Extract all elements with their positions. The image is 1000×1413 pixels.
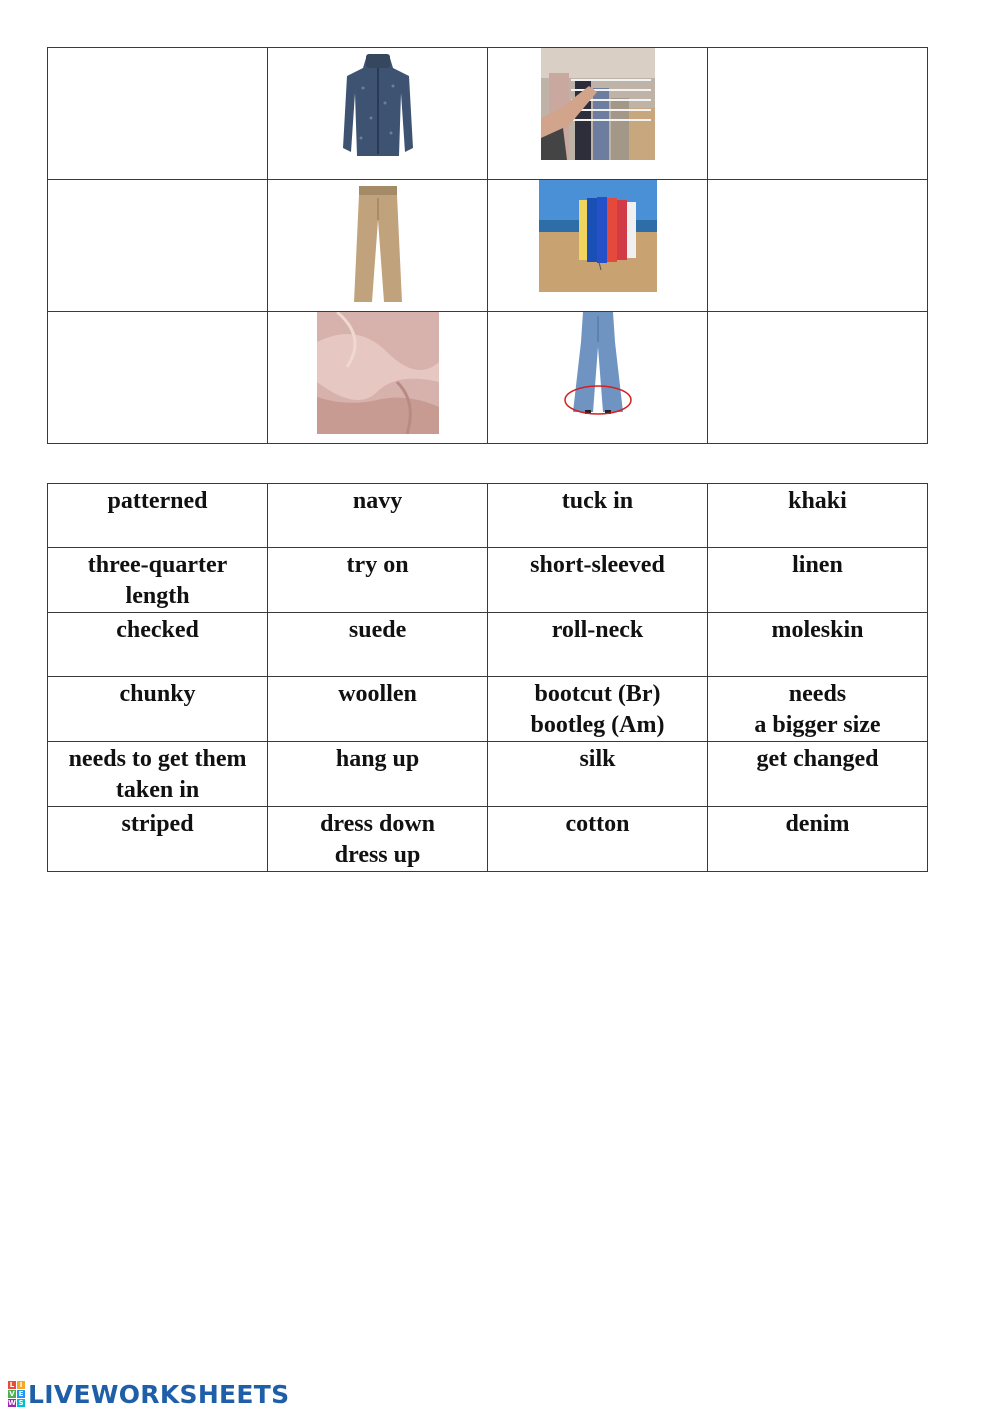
- liveworksheets-logo[interactable]: [8, 1379, 290, 1409]
- word-card[interactable]: woollen: [268, 677, 488, 742]
- picture-cell: [488, 48, 708, 180]
- word-card[interactable]: cotton: [488, 807, 708, 872]
- word-card[interactable]: three-quarter length: [48, 548, 268, 613]
- picture-cell: [268, 312, 488, 444]
- logo-blocks-icon: L I V E W S: [8, 1381, 24, 1407]
- bootcut-jeans-image: [561, 312, 635, 416]
- word-row: [48, 484, 928, 548]
- navy-jumper-image: [333, 48, 423, 163]
- khaki-trousers-image: [312, 180, 444, 306]
- word-card[interactable]: denim: [707, 807, 927, 872]
- word-card[interactable]: suede: [268, 613, 488, 677]
- silk-fabric-image: [317, 312, 439, 434]
- word-row: [48, 677, 928, 742]
- answer-cell: [708, 48, 928, 180]
- word-card[interactable]: short-sleeved: [488, 548, 708, 613]
- answer-cell: [48, 312, 268, 444]
- word-card[interactable]: chunky: [48, 677, 268, 742]
- word-card[interactable]: dress down dress up: [268, 807, 488, 872]
- word-card[interactable]: try on: [268, 548, 488, 613]
- beach-changing-tent-image: [539, 180, 657, 292]
- word-card[interactable]: needs a bigger size: [707, 677, 927, 742]
- word-card[interactable]: patterned: [48, 484, 268, 548]
- word-card[interactable]: navy: [268, 484, 488, 548]
- word-card[interactable]: bootcut (Br) bootleg (Am): [488, 677, 708, 742]
- answer-cell: [48, 48, 268, 180]
- word-card[interactable]: needs to get them taken in: [48, 742, 268, 807]
- word-row: [48, 807, 928, 872]
- picture-cell: [268, 180, 488, 312]
- answer-cell: [708, 312, 928, 444]
- picture-cell: [268, 48, 488, 180]
- answer-cell: [708, 180, 928, 312]
- word-card[interactable]: linen: [707, 548, 927, 613]
- hang-up-trousers-image: [541, 48, 655, 160]
- brand-name: LIVEWORKSHEETS: [28, 1379, 290, 1409]
- answer-cell: [48, 180, 268, 312]
- picture-row: [48, 312, 928, 444]
- word-card[interactable]: checked: [48, 613, 268, 677]
- word-card[interactable]: khaki: [707, 484, 927, 548]
- picture-row: [48, 180, 928, 312]
- word-card[interactable]: roll-neck: [488, 613, 708, 677]
- word-row: [48, 548, 928, 613]
- picture-cell: [488, 180, 708, 312]
- word-card[interactable]: hang up: [268, 742, 488, 807]
- picture-row: [48, 48, 928, 180]
- word-row: [48, 613, 928, 677]
- picture-cell: [488, 312, 708, 444]
- word-card[interactable]: silk: [488, 742, 708, 807]
- word-card[interactable]: moleskin: [707, 613, 927, 677]
- picture-table: [47, 47, 928, 444]
- word-card[interactable]: striped: [48, 807, 268, 872]
- word-card[interactable]: get changed: [707, 742, 927, 807]
- word-card[interactable]: tuck in: [488, 484, 708, 548]
- word-table: [47, 483, 928, 872]
- word-row: [48, 742, 928, 807]
